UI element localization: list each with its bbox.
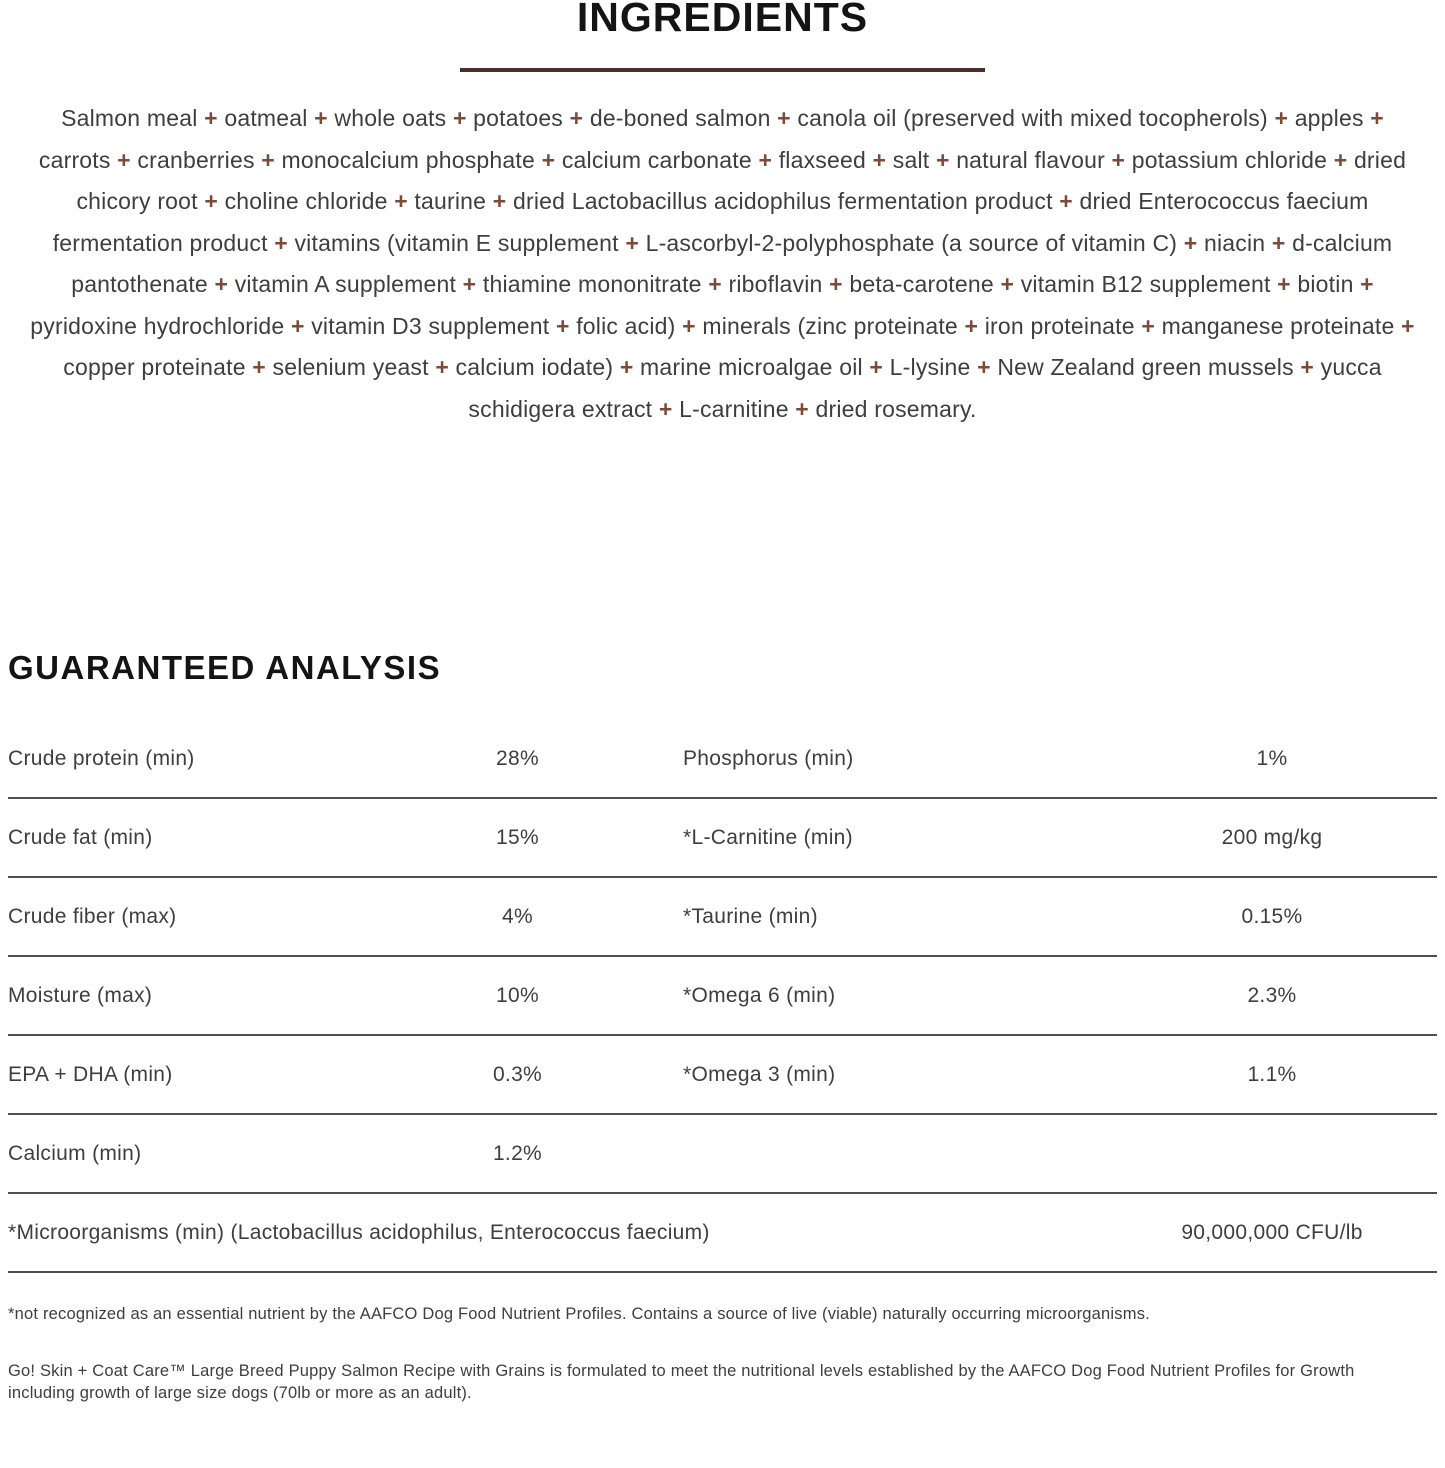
plus-separator: + xyxy=(456,271,483,298)
analysis-nutrient-label: Crude protein (min) xyxy=(8,746,195,770)
ingredient-item: L-ascorbyl-2-polyphosphate (a source of vitamin C) xyxy=(645,229,1178,256)
ingredient-item: L-lysine xyxy=(889,354,971,381)
ingredient-item: thiamine mononitrate xyxy=(482,271,702,298)
ingredient-item: folic acid) xyxy=(576,312,676,339)
ingredients-text xyxy=(24,98,1421,430)
ingredient-item: copper proteinate xyxy=(63,354,246,381)
analysis-nutrient-value: 1.2% xyxy=(492,1141,543,1165)
plus-separator: + xyxy=(1293,354,1321,381)
ingredient-item: niacin xyxy=(1203,229,1266,256)
plus-separator: + xyxy=(675,312,703,339)
analysis-nutrient-value: 0.3% xyxy=(492,1062,543,1086)
analysis-nutrient-label: Crude fiber (max) xyxy=(8,904,177,928)
plus-separator: + xyxy=(428,354,456,381)
ingredient-item: dried Lactobacillus acidophilus fermentation product xyxy=(512,188,1053,215)
plus-separator: + xyxy=(929,146,957,173)
ingredient-item: pyridoxine hydrochloride xyxy=(30,312,285,339)
analysis-nutrient-value: 15% xyxy=(496,825,539,849)
plus-separator: + xyxy=(1104,146,1132,173)
ingredient-item: dried Enterococcus faecium fermentation product xyxy=(52,188,1369,256)
analysis-row xyxy=(8,1194,1437,1273)
ingredient-item: oatmeal xyxy=(224,105,308,132)
plus-separator: + xyxy=(993,271,1021,298)
analysis-nutrient-label: EPA + DHA (min) xyxy=(8,1062,173,1086)
plus-separator: + xyxy=(613,354,641,381)
analysis-nutrient-value: 10% xyxy=(496,983,539,1007)
plus-separator: + xyxy=(1134,312,1162,339)
analysis-nutrient-value: 28% xyxy=(496,746,539,770)
plus-separator: + xyxy=(446,105,474,132)
plus-separator: + xyxy=(970,354,998,381)
plus-separator: + xyxy=(486,188,513,215)
plus-separator: + xyxy=(957,312,985,339)
plus-separator: + xyxy=(549,312,577,339)
plus-separator: + xyxy=(197,188,225,215)
ingredient-item: iron proteinate xyxy=(984,312,1135,339)
ingredient-item: New Zealand green mussels xyxy=(997,354,1294,381)
ingredient-item: taurine xyxy=(414,188,487,215)
plus-separator: + xyxy=(1327,146,1354,173)
plus-separator: + xyxy=(1363,105,1384,132)
plus-separator: + xyxy=(267,229,295,256)
plus-separator: + xyxy=(387,188,415,215)
ingredient-item: Salmon meal xyxy=(61,105,198,132)
footnote-formulation-statement: Go! Skin + Coat Care™ Large Breed Puppy Salmon Recipe with Grains is formulated to meet the nutritional levels established by the AAFCO Dog Food Nutrient Profiles for Growth including growth of large size dogs (70lb or more as an adult). xyxy=(8,1361,1355,1403)
ingredient-item: potatoes xyxy=(473,105,564,132)
ingredient-item: biotin xyxy=(1297,271,1354,298)
analysis-nutrient-value: 90,000,000 CFU/lb xyxy=(1181,1220,1363,1244)
ingredient-item: vitamin B12 supplement xyxy=(1020,271,1271,298)
plus-separator: + xyxy=(751,146,779,173)
analysis-nutrient-label: Calcium (min) xyxy=(8,1141,142,1165)
ingredient-item: natural flavour xyxy=(956,146,1105,173)
plus-separator: + xyxy=(110,146,138,173)
ingredient-item: yucca schidigera extract xyxy=(468,354,1382,422)
ingredient-item: flaxseed xyxy=(778,146,866,173)
plus-separator: + xyxy=(284,312,312,339)
analysis-nutrient-value: 0.15% xyxy=(1241,904,1303,928)
analysis-nutrient-label: Moisture (max) xyxy=(8,983,153,1007)
title-underline-rule xyxy=(460,68,985,72)
ingredient-item: canola oil (preserved with mixed tocopherols) xyxy=(797,105,1268,132)
ingredient-item: riboflavin xyxy=(728,271,823,298)
analysis-nutrient-label: *Omega 6 (min) xyxy=(683,983,836,1007)
ingredient-item: beta-carotene xyxy=(849,271,994,298)
analysis-row xyxy=(8,957,1437,1036)
analysis-nutrient-value: 2.3% xyxy=(1247,983,1297,1007)
plus-separator: + xyxy=(307,105,335,132)
analysis-nutrient-label: *L-Carnitine (min) xyxy=(683,825,853,849)
analysis-nutrient-label: *Taurine (min) xyxy=(683,904,818,928)
ingredient-item: L-carnitine xyxy=(679,395,789,422)
analysis-nutrient-value: 1% xyxy=(1256,746,1288,770)
analysis-row xyxy=(8,1115,1437,1194)
plus-separator: + xyxy=(1177,229,1204,256)
plus-separator: + xyxy=(652,395,680,422)
ingredient-item: calcium iodate) xyxy=(455,354,614,381)
analysis-nutrient-label: *Omega 3 (min) xyxy=(683,1062,836,1086)
ingredient-item: monocalcium phosphate xyxy=(281,146,535,173)
footnote-aafco-asterisk: *not recognized as an essential nutrient by the AAFCO Dog Food Nutrient Profiles. Contains a source of live (viable) naturally occurring microorganisms. xyxy=(8,1305,1150,1324)
plus-separator: + xyxy=(563,105,590,132)
plus-separator: + xyxy=(197,105,225,132)
analysis-nutrient-label: *Microorganisms (min) (Lactobacillus acidophilus, Enterococcus faecium) xyxy=(8,1220,710,1244)
analysis-row xyxy=(8,720,1437,799)
analysis-row xyxy=(8,1036,1437,1115)
ingredients-title: INGREDIENTS xyxy=(576,0,869,40)
ingredient-item: dried chicory root xyxy=(76,146,1407,215)
ingredient-item: cranberries xyxy=(137,146,255,173)
plus-separator: + xyxy=(1394,312,1415,339)
plus-separator: + xyxy=(822,271,850,298)
ingredient-item: potassium chloride xyxy=(1131,146,1328,173)
plus-separator: + xyxy=(865,146,893,173)
plus-separator: + xyxy=(1267,105,1295,132)
ingredient-item: selenium yeast xyxy=(272,354,429,381)
plus-separator: + xyxy=(1270,271,1298,298)
ingredient-item: vitamin A supplement xyxy=(234,271,457,298)
ingredient-item: carrots xyxy=(38,146,111,173)
analysis-row xyxy=(8,878,1437,957)
guaranteed-analysis-title: GUARANTEED ANALYSIS xyxy=(8,649,442,687)
ingredient-item: choline chloride xyxy=(224,188,388,215)
analysis-nutrient-value: 1.1% xyxy=(1247,1062,1297,1086)
ingredient-item: vitamins (vitamin E supplement xyxy=(294,229,619,256)
ingredient-item: marine microalgae oil xyxy=(640,354,863,381)
plus-separator: + xyxy=(1052,188,1080,215)
plus-separator: + xyxy=(245,354,273,381)
plus-separator: + xyxy=(701,271,729,298)
ingredient-item: apples xyxy=(1294,105,1364,132)
analysis-nutrient-value: 200 mg/kg xyxy=(1221,825,1323,849)
ingredient-item: salt xyxy=(892,146,930,173)
plus-separator: + xyxy=(1353,271,1374,298)
plus-separator: + xyxy=(788,395,816,422)
analysis-nutrient-label: Crude fat (min) xyxy=(8,825,153,849)
ingredient-item: manganese proteinate xyxy=(1161,312,1395,339)
plus-separator: + xyxy=(770,105,798,132)
plus-separator: + xyxy=(254,146,282,173)
analysis-row xyxy=(8,799,1437,878)
ingredient-item: calcium carbonate xyxy=(561,146,752,173)
plus-separator: + xyxy=(618,229,646,256)
analysis-nutrient-label: Phosphorus (min) xyxy=(683,746,854,770)
analysis-table xyxy=(8,720,1437,1273)
ingredient-item: whole oats xyxy=(334,105,447,132)
ingredient-item: de-boned salmon xyxy=(589,105,771,132)
ingredient-item: d-calcium pantothenate xyxy=(71,229,1393,298)
ingredient-item: dried rosemary. xyxy=(815,395,977,422)
plus-separator: + xyxy=(862,354,890,381)
ingredient-item: vitamin D3 supplement xyxy=(311,312,550,339)
plus-separator: + xyxy=(535,146,562,173)
analysis-nutrient-value: 4% xyxy=(502,904,533,928)
plus-separator: + xyxy=(207,271,235,298)
ingredient-item: minerals (zinc proteinate xyxy=(702,312,958,339)
plus-separator: + xyxy=(1265,229,1293,256)
